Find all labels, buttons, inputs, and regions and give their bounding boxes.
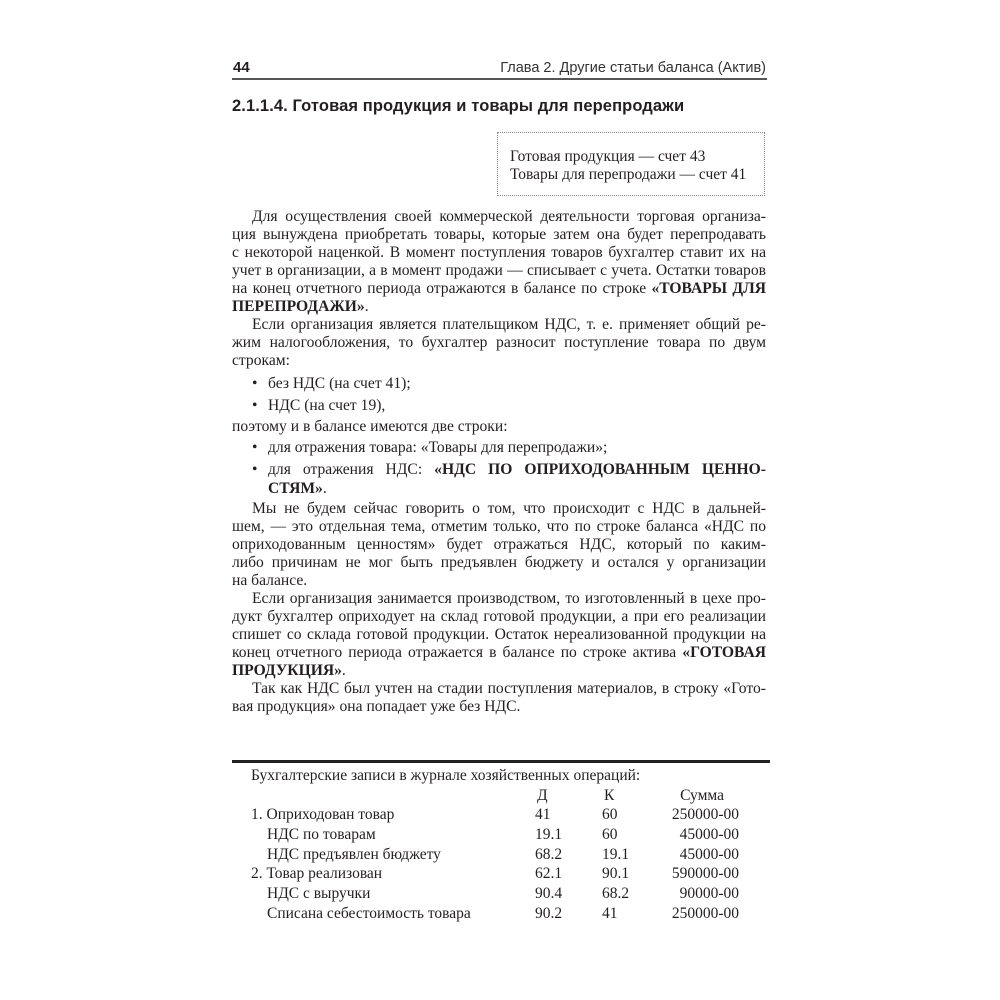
text-line: с некоторой наценкой. В момент поступления товаров бухгалтер ставит их на: [232, 244, 766, 261]
bold-term: ПЕРЕПРОДАЖИ»: [232, 298, 365, 315]
bold-term: ПРОДУКЦИЯ»: [232, 662, 342, 679]
amount-cell: 90000-00: [679, 885, 739, 903]
operation-name: НДС по товарам: [267, 826, 376, 844]
text-line: [232, 298, 766, 316]
list-item: [232, 459, 766, 481]
bold-term: «ТОВАРЫ ДЛЯ: [651, 280, 766, 297]
list-item-continuation: [232, 480, 766, 497]
text-line: Для осуществления своей коммерческой деятельности торговая организа-: [252, 208, 766, 225]
page-number: 44: [233, 59, 250, 76]
journal-title-row: [232, 766, 772, 786]
bullet-icon: •: [252, 460, 258, 478]
text-line: поэтому и в балансе имеются две строки:: [232, 418, 508, 435]
amount-cell: 45000-00: [679, 845, 739, 863]
bullet-icon: •: [252, 375, 258, 392]
list-item: [232, 373, 766, 395]
text-line: на балансе.: [232, 572, 308, 589]
debit-cell: 90.2: [535, 904, 563, 922]
text-run: .: [364, 298, 369, 315]
running-title: Глава 2. Другие статьи баланса (Актив): [500, 60, 766, 76]
journal-rule: [232, 760, 770, 763]
bold-term: СТЯМ»: [268, 480, 323, 497]
bold-term: «НДС ПО ОПРИХОДОВАННЫМ ЦЕННО-: [434, 460, 766, 478]
table-row: [232, 805, 772, 825]
text-line: Мы не будем сейчас говорить о том, что происходит с НДС в дальней-: [252, 500, 766, 517]
debit-cell: 68.2: [535, 845, 563, 863]
text-line: Если организация занимается производством, то изготовленный в цехе про-: [252, 590, 766, 607]
operation-name: 1. Оприходован товар: [251, 806, 395, 824]
column-header-debit: Д: [537, 786, 548, 804]
list-item: [232, 437, 766, 459]
journal-title: Бухгалтерские записи в журнале хозяйственных операций:: [251, 767, 641, 784]
list-item: [232, 395, 766, 417]
table-row: [232, 904, 772, 924]
credit-cell: 90.1: [602, 865, 630, 883]
amount-cell: 45000-00: [679, 826, 739, 844]
list-item-text: НДС (на счет 19),: [268, 396, 386, 414]
text-line: спишет со склада готовой продукции. Остаток нереализованной продукции на: [232, 626, 766, 643]
text-run: на конец отчетного периода отражаются в балансе по строке: [232, 280, 652, 297]
table-row: [232, 845, 772, 865]
text-line: шем, — это отдельная тема, отметим только, что по строке баланса «НДС по: [232, 518, 766, 535]
text-line: ция вынуждена приобретать товары, которые затем она будет перепродавать: [232, 226, 766, 243]
list-item-text: без НДС (на счет 41);: [268, 375, 411, 392]
account-note-box: [497, 132, 765, 196]
operation-name: НДС предъявлен бюджету: [267, 845, 441, 863]
list-item-text: для отражения товара: «Товары для перепродажи»;: [268, 439, 608, 456]
text-line: жим налогообложения, то бухгалтер разносит поступление товара по двум: [232, 334, 766, 351]
text-line: учет в организации, а в момент продажи — списывает с учета. Остатки товаров: [232, 262, 766, 279]
text-line: вая продукция» она попадает уже без НДС.: [232, 698, 521, 715]
debit-cell: 19.1: [535, 826, 563, 844]
header-rule: [232, 78, 767, 80]
note-line: Товары для перепродажи — счет 41: [510, 166, 747, 183]
paragraph-5: [232, 680, 766, 716]
text-line: дукт бухгалтер оприходует на склад готовой продукции, а при его реализации: [232, 608, 766, 625]
table-row: [232, 884, 772, 904]
debit-cell: 90.4: [535, 885, 563, 903]
operation-name: Списана себестоимость товара: [267, 904, 471, 922]
column-header-amount: Сумма: [680, 786, 724, 804]
list-item-text: для отражения НДС:: [268, 460, 435, 478]
table-row: [232, 825, 772, 845]
column-header-credit: К: [604, 786, 615, 804]
note-line: Готовая продукция — счет 43: [510, 148, 706, 165]
text-line: [232, 280, 766, 298]
debit-cell: 41: [535, 806, 551, 824]
bullet-icon: •: [252, 439, 258, 456]
credit-cell: 68.2: [602, 885, 630, 903]
text-run: конец отчетного периода отражается в балансе по строке актива: [232, 644, 683, 661]
journal-table: [232, 766, 772, 924]
text-line: [232, 644, 766, 662]
operation-name: 2. Товар реализован: [251, 865, 383, 883]
bullet-icon: •: [252, 396, 258, 414]
table-row: [232, 864, 772, 884]
amount-cell: 250000-00: [671, 806, 739, 824]
journal-header-row: [232, 786, 772, 806]
amount-cell: 590000-00: [671, 865, 739, 883]
credit-cell: 60: [602, 826, 618, 844]
paragraph-4: [232, 590, 766, 680]
text-line: [232, 662, 766, 680]
amount-cell: 250000-00: [671, 904, 739, 922]
credit-cell: 41: [602, 904, 618, 922]
text-line: Так как НДС был учтен на стадии поступления материалов, в строку «Гото-: [252, 680, 766, 697]
debit-cell: 62.1: [535, 865, 563, 883]
credit-cell: 19.1: [602, 845, 630, 863]
body-text: [232, 208, 766, 716]
text-line: строкам:: [232, 352, 290, 369]
text-line: оприходованным ценностям» будет отражаться НДС, который по каким-: [232, 536, 766, 553]
text-run: .: [322, 480, 327, 497]
text-line: Если организация является плательщиком НДС, т. е. применяет общий ре-: [252, 316, 766, 333]
paragraph-1: [232, 208, 766, 316]
paragraph-2: [232, 316, 766, 370]
text-run: .: [341, 662, 346, 679]
operation-name: НДС с выручки: [267, 885, 371, 903]
text-line: либо причинам не мог быть предъявлен бюджету и остался у организации: [232, 554, 766, 571]
bold-term: «ГОТОВАЯ: [682, 644, 766, 661]
credit-cell: 60: [602, 806, 618, 824]
paragraph-3: [232, 500, 766, 590]
section-heading: 2.1.1.4. Готовая продукция и товары для перепродажи: [232, 97, 685, 115]
